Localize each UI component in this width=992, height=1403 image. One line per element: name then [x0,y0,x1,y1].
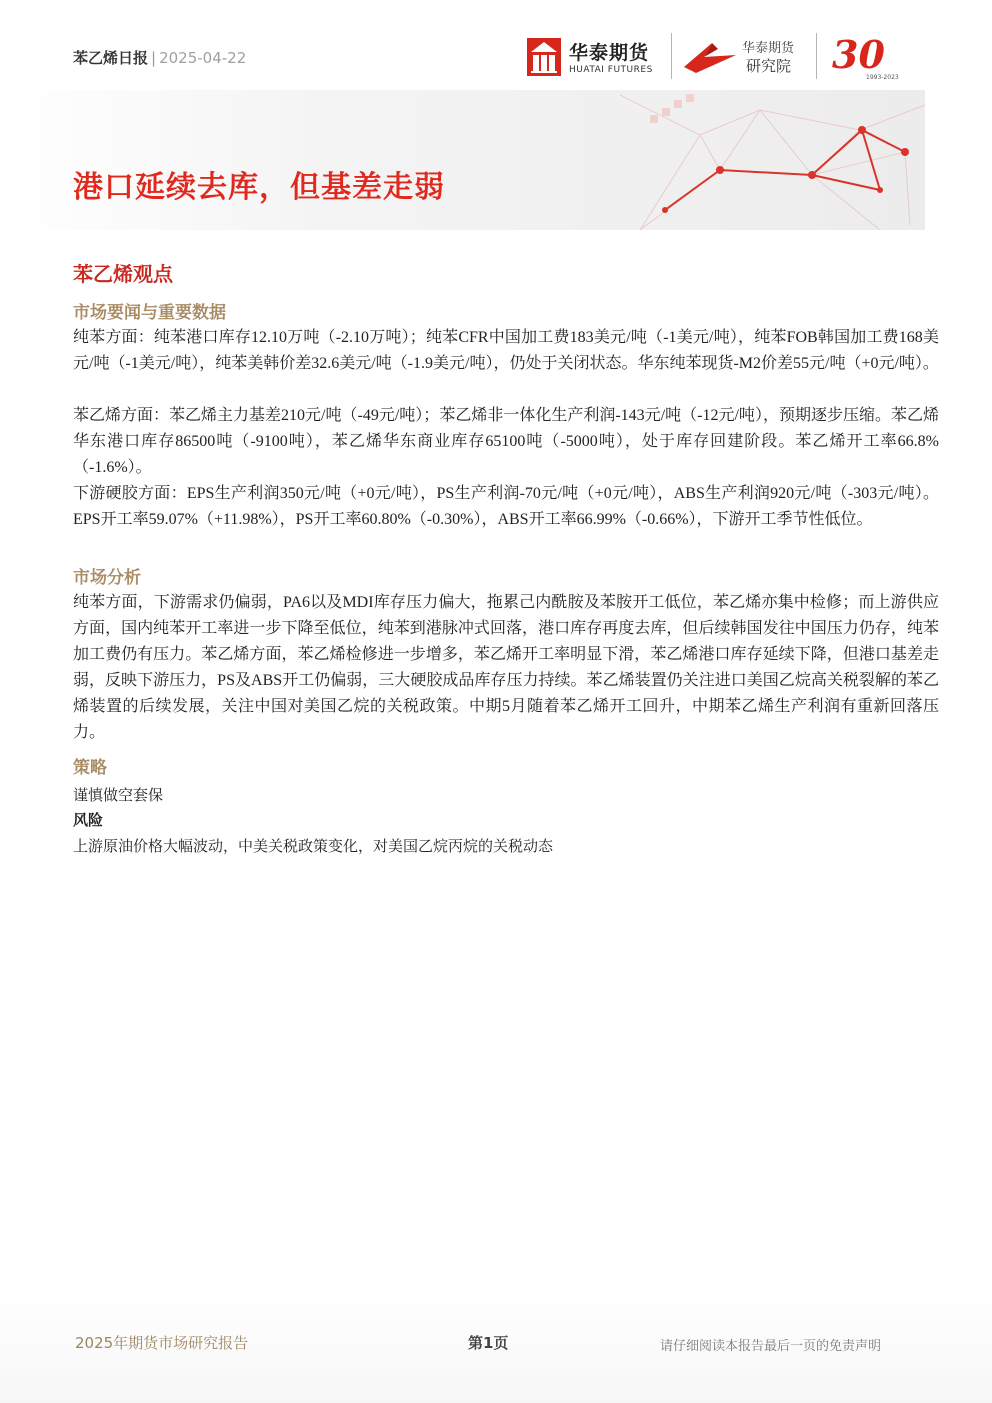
huatai-logo-icon [527,38,561,76]
market-analysis-heading: 市场分析 [73,568,141,588]
header-divider [671,33,672,79]
research-logo-icon [682,37,738,77]
anniversary-years: 1993-2023 [866,74,899,81]
page-header [0,0,992,90]
footer-disclaimer-note: 请仔细阅读本报告最后一页的免责声明 [660,1339,882,1354]
market-news-paragraph-1: 纯苯方面：纯苯港口库存12.10万吨（-2.10万吨）；纯苯CFR中国加工费183美元/吨（-1美元/吨），纯苯FOB韩国加工费168美元/吨（-1美元/吨），纯苯美韩价差32.6美元/吨（-1.9美元/吨），仍处于关闭状态。华东纯苯现货-M2价差55元/吨（+0元/吨）。 [73,329,939,372]
banner-network-graphic [0,90,925,230]
footer-report-series: 2025年期货市场研究报告 [75,1334,249,1352]
huatai-futures-logo [527,38,667,78]
risk-heading: 风险 [73,811,104,829]
footer-page-number: 第1页 [468,1334,509,1352]
logo-english-name: HUATAI FUTURES [569,65,653,75]
report-name: 苯乙烯日报 [73,49,149,67]
research-institute-logo [682,35,812,80]
anniversary-30-icon [828,30,908,82]
anniversary-logo [828,30,908,82]
market-news-paragraph-2: 苯乙烯方面：苯乙烯主力基差210元/吨（-49元/吨）；苯乙烯非一体化生产利润-143元/吨（-12元/吨），预期逐步压缩。苯乙烯华东港口库存86500吨（-9100吨），苯乙烯华东商业库存65100吨（-5000吨），处于库存回建阶段。苯乙烯开工率66.8%（-1.6%）。 [73,407,939,476]
header-divider-2 [816,33,817,79]
anniversary-number: 30 [832,32,885,77]
market-news-heading: 市场要闻与重要数据 [73,303,226,323]
market-analysis-paragraph: 纯苯方面，下游需求仍偏弱，PA6以及MDI库存压力偏大，拖累己内酰胺及苯胺开工低位，苯乙烯亦集中检修；而上游供应方面，国内纯苯开工率进一步下降至低位，纯苯到港脉冲式回落，港口库存再度去库，但后续韩国发往中国压力仍存，纯苯加工费仍有压力。苯乙烯方面，苯乙烯检修进一步增多，苯乙烯开工率明显下滑，苯乙烯港口库存延续下降，但港口基差走弱，反映下游压力，PS及ABS开工仍偏弱，三大硬胶成品库存压力持续。苯乙烯装置仍关注进口美国乙烷高关税裂解的苯乙烯装置的后续发展，关注中国对美国乙烷的关税政策。中期5月随着苯乙烯开工回升，中期苯乙烯生产利润有重新回落压力。 [73,594,939,741]
research-logo-line2: 研究院 [746,57,792,75]
title-banner [0,90,925,230]
report-date: 2025-04-22 [159,49,247,67]
section-title: 苯乙烯观点 [73,262,173,286]
logo-chinese-name: 华泰期货 [569,42,650,64]
report-tag [73,47,246,68]
market-news-paragraph-3: 下游硬胶方面：EPS生产利润350元/吨（+0元/吨），PS生产利润-70元/吨（+0元/吨），ABS生产利润920元/吨（-303元/吨）。EPS开工率59.07%（+11.98%），PS开工率60.80%（-0.30%），ABS开工率66.99%（-0.66%），下游开工季节性低位。 [73,485,939,528]
research-logo-line1: 华泰期货 [742,41,795,56]
report-title: 港口延续去库，但基差走弱 [73,170,445,205]
risk-text: 上游原油价格大幅波动，中美关税政策变化，对美国乙烷丙烷的关税动态 [73,837,554,855]
report-separator: | [151,49,157,67]
strategy-text: 谨慎做空套保 [73,786,164,804]
strategy-heading: 策略 [73,758,107,778]
